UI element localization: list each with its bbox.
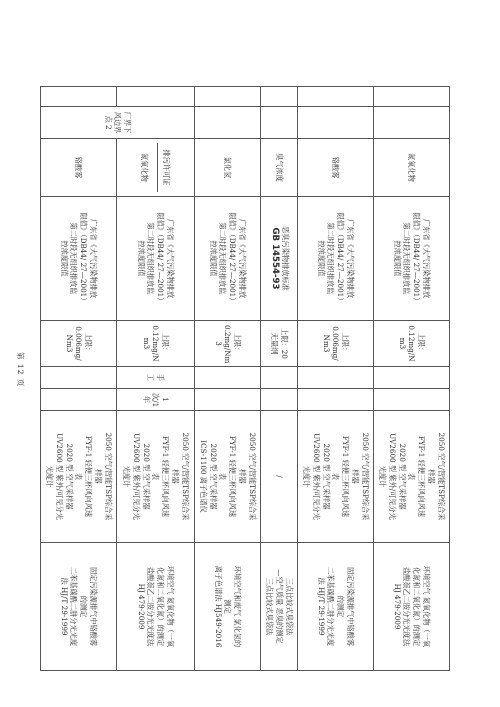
instrument-cell: 2050 空气/智能TSP综合采 样器 FYF-1 轻便三杯风向风速 表 2020 型 空气采样器 UV2600 型 紫外/可见分光 光度计 <box>298 411 374 543</box>
instrument-cell: 2050 空气/智能TSP综合采 样器 FYF-1 轻便三杯风向风速 表 2020 型 空气采样器 UV2600 型 紫外/可见分光 光度计 <box>41 411 117 543</box>
limit-cell: 上限： 0.2mg/Nm 3 <box>195 321 261 367</box>
mode-cell <box>298 367 374 389</box>
table-row <box>41 87 117 671</box>
standard-cell: 广东省《大气污染物排放 限值》（DB44/ 27—2001） 第二时段无组织排放监 控浓度限值 <box>41 197 117 321</box>
standard-cell: 广东省《大气污染物排放 限值》（DB44/ 27—2001） 第二时段无组织排放监 控浓度限值 <box>195 197 261 321</box>
method-cell: 环境空气和废气 氯化氢的 测定 离子色谱法 HJ549-2016 <box>195 543 261 671</box>
mode-cell: 手工 <box>117 367 195 389</box>
method-cell: 环境空气 氮氧化物（一氧 化氮和二氧化氮）的测定 盐酸萘乙二胺分光光度法 HJ 479-2009 <box>374 543 450 671</box>
item-cell: 铬酸雾 <box>41 139 117 197</box>
frequency-cell <box>41 389 117 411</box>
blank-cell <box>117 87 195 107</box>
group-cell <box>298 107 374 139</box>
group-cell <box>195 107 261 139</box>
monitoring-table <box>40 86 450 671</box>
mode-cell <box>41 367 117 389</box>
limit-cell: 上限： 0.12mg/N m3 <box>374 321 450 367</box>
group-cell: 厂界下风边界点 2 <box>41 107 195 139</box>
standard-cell: 广东省《大气污染物排放 限值》（DB44/ 27—2001） 第二时段无组织排放监 控浓度限值 <box>298 197 374 321</box>
table-row <box>195 87 261 671</box>
frequency-cell <box>261 389 298 411</box>
item-cell: 铬酸雾 <box>298 139 374 197</box>
standard-cell: 恶臭污染物排放标准 GB 14554-93 <box>261 197 298 321</box>
standard-cell: 广东省《大气污染物排放 限值》（DB44/ 27—2001） 第二时段无组织排放监 控浓度限值 <box>117 197 195 321</box>
frequency-cell <box>298 389 374 411</box>
instrument-cell: 2050 空气/智能TSP综合采 样器 FYF-1 轻便三杯风向风速 表 2020 型 空气采样器 UV2600 型 紫外/可见分光 光度计 <box>117 411 195 543</box>
method-cell: 固定污染源排气中铬酸雾 的测定 二苯基碳酰二肼分光光度 法 HJ/T 29-1999 <box>41 543 117 671</box>
table-row <box>374 87 450 671</box>
blank-cell <box>261 87 298 107</box>
instrument-cell: / <box>261 411 298 543</box>
group-cell <box>374 107 450 139</box>
table-row <box>298 87 374 671</box>
frequency-cell: 1次/1年 <box>117 389 195 411</box>
method-cell: 环境空气 氮氧化物（一氧 化氮和二氧化氮）的测定 盐酸萘乙二胺分光光度法 HJ 479-2009 <box>117 543 195 671</box>
frequency-cell <box>374 389 450 411</box>
limit-cell: 上限： 0.006mg/ Nm3 <box>298 321 374 367</box>
item-cell: 氯化氢 <box>195 139 261 197</box>
mode-cell <box>374 367 450 389</box>
method-cell: 三点比较式臭袋法 —空气质量 恶臭的测定 三点比较式臭袋法 <box>261 543 298 671</box>
blank-cell <box>374 87 450 107</box>
instrument-cell: 2050 空气/智能TSP综合采 样器 FYF-1 轻便三杯风向风速 表 2020 型 空气采样器 UV2600 型 紫外/可见分光 光度计 <box>374 411 450 543</box>
limit-cell: 上限：20 无量纲 <box>261 321 298 367</box>
table-row <box>261 87 298 671</box>
group-cell <box>261 107 298 139</box>
blank-cell <box>298 87 374 107</box>
limit-cell: 上限： 0.006mg/ Nm3 <box>41 321 117 367</box>
blank-cell <box>41 87 117 107</box>
frequency-cell <box>195 389 261 411</box>
item-cell: 臭气浓度 <box>261 139 298 197</box>
blank-cell <box>195 87 261 107</box>
standard-cell: 广东省《大气污染物排放 限值》（DB44/ 27—2001） 第二时段无组织排放监 控浓度限值 <box>374 197 450 321</box>
mode-cell <box>261 367 298 389</box>
instrument-cell: 2050 空气/智能TSP综合采 样器 FYF-1 轻便三杯风向风速 表 2020 型 空气采样器 ICS-1100 离子色谱仪 <box>195 411 261 543</box>
mode-cell <box>195 367 261 389</box>
item-cell: 氮氧化物 <box>374 139 450 197</box>
method-cell: 固定污染源排气中铬酸雾 的测定 二苯基碳酰二肼分光光度 法 HJ/T 29-1999 <box>298 543 374 671</box>
permit-label: 排污许可证 <box>158 143 172 192</box>
page-number: 第 12 页 <box>16 352 25 388</box>
table-row <box>117 87 195 671</box>
limit-cell: 上限： 0.12mg/N m3 <box>117 321 195 367</box>
item-cell: 排污许可证 氮氧化物 <box>117 139 195 197</box>
